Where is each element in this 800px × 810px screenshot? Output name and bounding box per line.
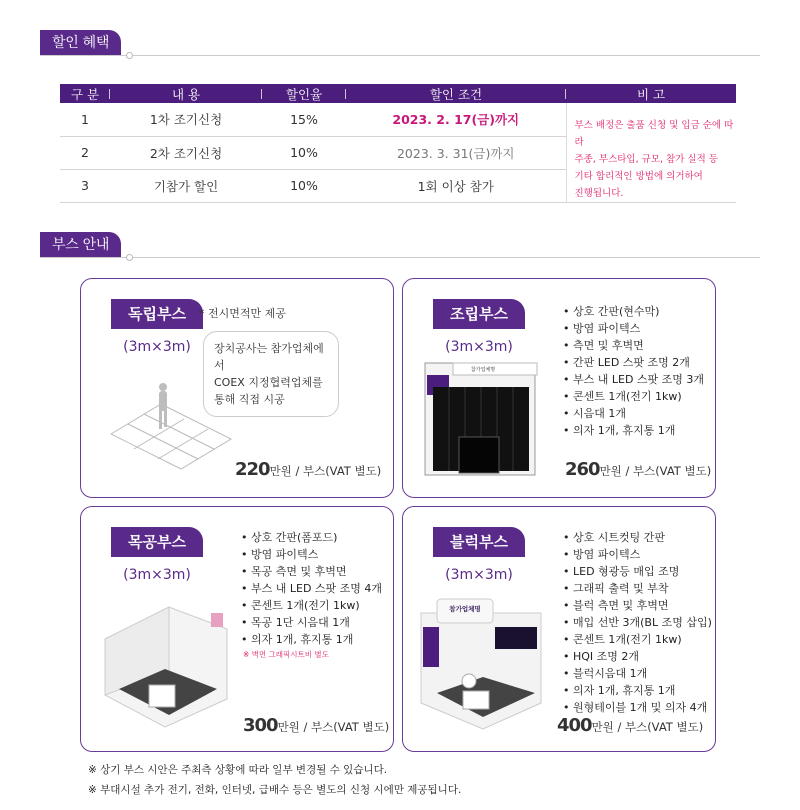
construction-note: 장치공사는 참가업체에서 COEX 지정협력업체를 통해 직접 시공 [203, 331, 339, 417]
header-rate: 할인율 [262, 84, 346, 103]
cell-content: 2차 조기신청 [110, 136, 262, 169]
cell-content: 1차 조기신청 [110, 103, 262, 136]
list-item: • 원형테이블 1개 및 의자 4개 [563, 699, 712, 716]
list-item: • 방염 파이텍스 [563, 546, 712, 563]
list-item: • 상호 시트컷팅 간판 [563, 529, 712, 546]
booth-size: (3m×3m) [123, 567, 191, 583]
list-item: • 콘센트 1개(전기 1kw) [563, 388, 704, 405]
section-divider [40, 55, 760, 56]
cell-condition: 1회 이상 참가 [346, 169, 566, 202]
divider-dot [126, 52, 133, 59]
list-item: • 간판 LED 스팟 조명 2개 [563, 354, 704, 371]
booth-card-wood [80, 506, 394, 752]
section-divider [40, 257, 760, 258]
table-header-row [60, 84, 736, 103]
booth-title: 독립부스 [111, 299, 203, 329]
floor-grid-illustration [101, 369, 241, 479]
svg-text:참가업체명: 참가업체명 [470, 367, 496, 373]
booth-title: 블럭부스 [433, 527, 525, 557]
list-item: • 방염 파이텍스 [563, 320, 704, 337]
cell-rate: 10% [262, 169, 346, 202]
booth-price: 220만원 / 부스(VAT 별도) [235, 459, 382, 480]
booth-card-block [402, 506, 716, 752]
booth-card-independent [80, 278, 394, 498]
list-item: • 방염 파이텍스 [241, 546, 382, 563]
booth-price: 300만원 / 부스(VAT 별도) [243, 715, 390, 736]
discount-section-header [40, 30, 121, 56]
discount-table [60, 84, 736, 203]
list-item: • 블럭시음대 1개 [563, 665, 712, 682]
assembled-booth-illustration [423, 357, 538, 479]
booth-section-title: 부스 안내 [40, 232, 121, 258]
booth-items [563, 303, 704, 439]
cell-rate: 10% [262, 136, 346, 169]
header-content: 내 용 [110, 84, 262, 103]
list-item: • 부스 내 LED 스팟 조명 4개 [241, 580, 382, 597]
booth-items [241, 529, 382, 648]
booth-size: (3m×3m) [445, 567, 513, 583]
cell-content: 기참가 할인 [110, 169, 262, 202]
list-item: • 상호 간판(현수막) [563, 303, 704, 320]
list-item: • 콘센트 1개(전기 1kw) [241, 597, 382, 614]
booth-card-assembled [402, 278, 716, 498]
header-note: 비 고 [566, 84, 736, 103]
booth-items [563, 529, 712, 716]
cell-rate: 15% [262, 103, 346, 136]
booth-price: 260만원 / 부스(VAT 별도) [565, 459, 712, 480]
list-item: • 의자 1개, 휴지통 1개 [241, 631, 382, 648]
cell-condition: 2023. 2. 17(금)까지 [346, 103, 566, 136]
booth-section-header [40, 232, 121, 258]
list-item: • 그래픽 출력 및 부착 [563, 580, 712, 597]
cell-no: 1 [60, 103, 110, 136]
svg-text:참가업체명: 참가업체명 [449, 605, 481, 613]
booth-price: 400만원 / 부스(VAT 별도) [557, 715, 704, 736]
table-row [60, 103, 736, 136]
booth-title: 목공부스 [111, 527, 203, 557]
block-booth-illustration [417, 593, 545, 733]
booth-size: (3m×3m) [445, 339, 513, 355]
list-item: • 부스 내 LED 스팟 조명 3개 [563, 371, 704, 388]
list-item: • 상호 간판(폼포드) [241, 529, 382, 546]
wood-booth-illustration [99, 599, 231, 729]
footnote: ※ 상기 부스 시안은 주최측 상황에 따라 일부 변경될 수 있습니다. [88, 764, 388, 776]
divider-dot [126, 254, 133, 261]
list-item: • 의자 1개, 휴지통 1개 [563, 682, 712, 699]
list-item: • 블럭 측면 및 후벽면 [563, 597, 712, 614]
list-item: • 시음대 1개 [563, 405, 704, 422]
graphic-sheet-note: ※ 벽면 그래픽시트비 별도 [243, 650, 329, 659]
list-item: • 측면 및 후벽면 [563, 337, 704, 354]
list-item: • 목공 1단 시음대 1개 [241, 614, 382, 631]
cell-no: 3 [60, 169, 110, 202]
cell-condition: 2023. 3. 31(금)까지 [346, 136, 566, 169]
cell-remark: 부스 배정은 출품 신청 및 입금 순에 따라 주종, 부스타입, 규모, 참가 실적 등 기타 합리적인 방법에 의거하여 진행됩니다. [566, 103, 736, 203]
discount-section-title: 할인 혜택 [40, 30, 121, 56]
list-item: • 매입 선반 3개(BL 조명 삽입) [563, 614, 712, 631]
header-no: 구 분 [60, 84, 110, 103]
list-item: • HQI 조명 2개 [563, 648, 712, 665]
header-condition: 할인 조건 [346, 84, 566, 103]
list-item: • 의자 1개, 휴지통 1개 [563, 422, 704, 439]
list-item: • 콘센트 1개(전기 1kw) [563, 631, 712, 648]
area-only-note: * 전시면적만 제공 [199, 307, 286, 320]
list-item: • 목공 측면 및 후벽면 [241, 563, 382, 580]
booth-title: 조립부스 [433, 299, 525, 329]
booth-size: (3m×3m) [123, 339, 191, 355]
cell-no: 2 [60, 136, 110, 169]
list-item: • LED 형광등 매입 조명 [563, 563, 712, 580]
footnote: ※ 부대시설 추가 전기, 전화, 인터넷, 급배수 등은 별도의 신청 시에만 제공됩니다. [88, 784, 462, 796]
